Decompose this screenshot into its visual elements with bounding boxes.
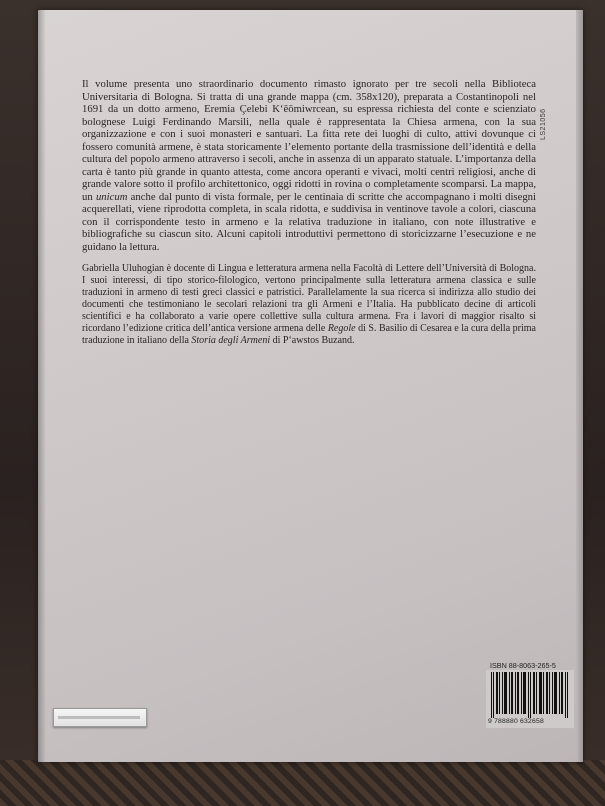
cover-spine-shadow xyxy=(38,10,46,762)
side-code: LS21056 xyxy=(540,108,547,140)
author-bio-italic-regole: Regole xyxy=(327,322,356,334)
cover-page-edge xyxy=(576,10,583,762)
description-text-2a: La mappa, un xyxy=(82,178,536,203)
author-bio xyxy=(82,263,536,347)
author-bio-text-2: di S. Basilio di Cesarea e la cura della prima traduzione in italiano della xyxy=(82,322,536,346)
description-text: Il volume presenta uno straordinario documento rimasto ignorato per tre secoli nella Biblioteca Universitaria di Bologna. Si tratta di una grande mappa (cm. 358x120), preparata a Costantinopoli nel 1691 da un dotto armeno, Eremia Çelebi K‘ēōmiwrcean, su espressa richiesta del conte e scienziato bolognese Luigi Ferdinando Marsili, nella quale è rappresentata la Chiesa armena, con la sua organizzazione e con i suoi monasteri e santuari. La fitta rete dei luoghi di culto, attivi dovunque ci fossero comunità armene, è stata storicamente l’elemento portante della trasmissione dell’identità e della cultura del popolo armeno attraverso i secoli, anche in assenza di un apparato statuale. L’importanza della carta è tanto più grande in quanto attesta, come ancora operanti e vivaci, molti centri religiosi, anche di grande valore sotto il profilo architettonico, oggi ridotti in rovina o completamente scomparsi. xyxy=(82,78,536,190)
isbn-label: ISBN 88-8063-265-5 xyxy=(490,661,556,670)
carpet-background xyxy=(0,760,605,806)
barcode-icon xyxy=(490,672,570,718)
author-bio-italic-storia: Storia degli Armeni xyxy=(191,334,271,346)
author-bio-text-3: di P‘awstos Buzand. xyxy=(270,334,355,346)
author-bio-text-1: Gabriella Uluhogian è docente di Lingua e letteratura armena nella Facoltà di Lettere dell’Università di Bologna. I suoi interessi, di tipo storico-filologico, vertono principalmente sulla letteratura armena classica e sulle traduzioni in armeno di testi greci classici e patristici. Parallelamente la sua ricerca si indirizza allo studio dei documenti che testimoniano le secolari relazioni tra gli Armeni e l’Italia. Ha pubblicato decine di articoli scientifici e ha collaborato a varie opere collettive sulla cultura armena. Fra i lavori di maggior risalto si ricordano l’edizione critica dell’antica versione armena delle xyxy=(82,263,536,334)
description-italic-unicum: unicum xyxy=(95,190,128,203)
description-text-2b: anche dal punto di vista formale, per le centinaia di scritte che accompagnano i molti disegni acquerellati, viene riprodotta completa, in scala ridotta, e suddivisa in ventinove tavole a colori, ciascuna con il corrispondente testo in armeno e la relativa traduzione in italiano, con note illustrative e bibliografiche su ciascun sito. Alcuni capitoli introduttivi permettono di storicizzarne l’esecuzione e ne guidano la lettura. xyxy=(82,190,536,253)
book-description xyxy=(82,78,536,253)
price-sticker xyxy=(53,708,147,727)
barcode-number: 9 788880 632658 xyxy=(488,718,544,725)
sticker-stripe xyxy=(58,716,140,719)
